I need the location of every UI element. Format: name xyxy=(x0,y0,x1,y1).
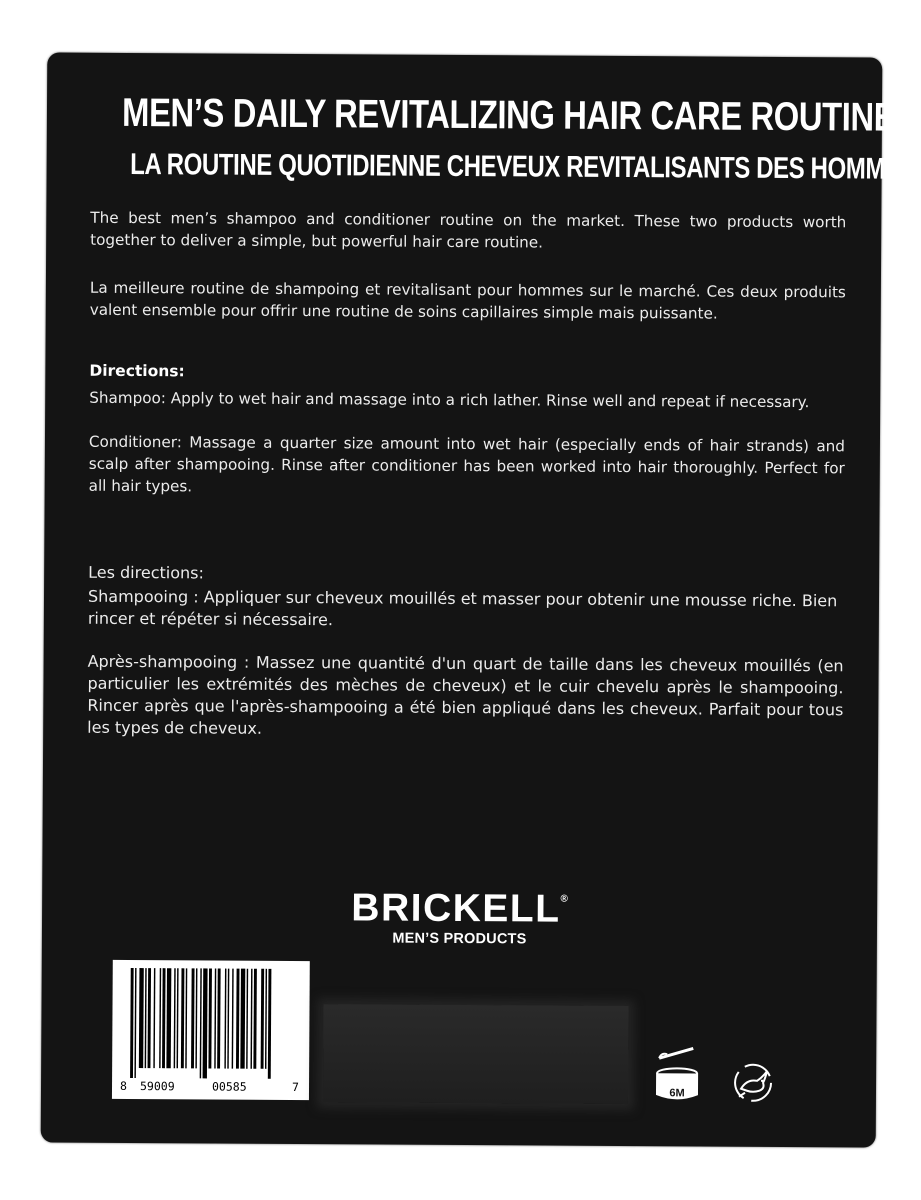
brand-name: BRICKELL xyxy=(351,886,561,931)
barcode-bar xyxy=(145,968,147,1068)
product-label-panel xyxy=(41,52,917,1147)
title-english: MEN’S DAILY REVITALIZING HAIR CARE ROUTINE xyxy=(121,90,896,140)
barcode-bar xyxy=(191,968,195,1068)
directions-shampoo: Shampoo: Apply to wet hair and massage into a rich lather. Rinse well and repeat if necessary. xyxy=(89,388,810,412)
barcode-bar xyxy=(153,968,155,1068)
pao-label: 6M xyxy=(669,1087,685,1100)
barcode-digit-1: 8 xyxy=(119,1078,128,1093)
directions-fr-heading: Les directions: xyxy=(88,562,204,583)
barcode-bar xyxy=(236,969,240,1069)
directions-fr-shampoo: Shampooing : Appliquer sur cheveux mouillés et masser pour obtenir une mousse riche. Bien rincer et répéter si nécessaire. xyxy=(87,586,838,630)
barcode-bar xyxy=(246,969,248,1069)
blurred-region xyxy=(323,1004,629,1104)
barcode-bar xyxy=(227,969,229,1069)
barcode-bar xyxy=(148,968,152,1068)
directions-conditioner: Conditioner: Massage a quarter size amount into wet hair (especially ends of hair strands) and scalp after shampooing. Rinse after conditioner has been worked into hair thoroughly. Perfect for all hair types. xyxy=(88,432,846,496)
intro-french: La meilleure routine de shampoing et revitalisant pour hommes sur le marché. Ces deux produits valent ensemble pour offrir une routine de soins capillaires simple mais puissante. xyxy=(89,278,846,323)
barcode-bar xyxy=(224,969,226,1069)
registered-mark: ® xyxy=(560,893,568,905)
barcode-bar xyxy=(265,969,267,1069)
barcode xyxy=(112,960,310,1100)
title-french: LA ROUTINE QUOTIDIENNE CHEVEUX REVITALISANTS DES HOMMES xyxy=(130,147,917,186)
barcode-bar xyxy=(253,969,257,1069)
barcode-bar xyxy=(217,969,221,1069)
barcode-digit-3: 00585 xyxy=(211,1079,247,1094)
barcode-bar xyxy=(181,968,185,1068)
barcode-bar xyxy=(208,968,212,1068)
barcode-bar xyxy=(203,968,208,1078)
barcode-digits xyxy=(112,1079,309,1096)
barcode-bars xyxy=(112,960,310,1079)
directions-heading: Directions: xyxy=(89,361,185,381)
barcode-bar xyxy=(166,968,171,1068)
barcode-bar xyxy=(250,969,252,1069)
barcode-bar xyxy=(159,968,161,1068)
barcode-bar xyxy=(177,968,179,1068)
barcode-bar xyxy=(162,968,166,1068)
barcode-bar xyxy=(134,968,136,1078)
barcode-bar xyxy=(268,969,272,1079)
barcode-bar xyxy=(200,968,202,1078)
brand-logo xyxy=(42,884,877,933)
barcode-digit-2: 59009 xyxy=(139,1079,175,1094)
barcode-bar xyxy=(232,969,234,1069)
brand-subtitle: MEN’S PRODUCTS xyxy=(392,930,527,948)
directions-fr-conditioner: Après-shampooing : Massez une quantité d'un quart de taille dans les cheveux mouillés (en particulier les extrémités des mèches de cheveux) et le cuir chevelu après le shampooing. Rincer après que l'après-shampooing a été bien appliqué dans les cheveux. Parfait pour tous les types de cheveux. xyxy=(87,651,844,738)
barcode-bar xyxy=(214,969,216,1069)
barcode-bar xyxy=(240,969,245,1069)
barcode-digit-4: 7 xyxy=(291,1079,300,1095)
leaping-bunny-icon xyxy=(729,1059,777,1112)
barcode-bar xyxy=(195,968,197,1068)
barcode-bar xyxy=(130,968,134,1078)
barcode-bar xyxy=(139,968,144,1068)
barcode-bar xyxy=(174,968,176,1068)
barcode-bar xyxy=(185,968,187,1068)
intro-english: The best men’s shampoo and conditioner routine on the market. These two products worth together to deliver a simple, but powerful hair care routine. xyxy=(90,208,847,252)
barcode-bar xyxy=(261,969,265,1069)
open-jar-icon xyxy=(653,1046,705,1111)
